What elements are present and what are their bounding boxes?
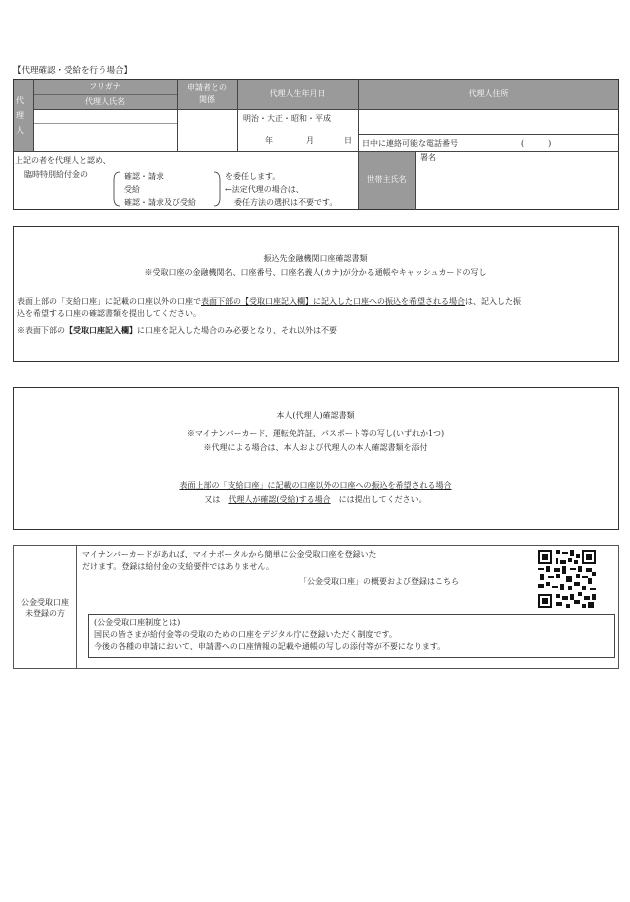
identity-line4-pre: 又は — [204, 495, 229, 504]
side-label-1: 代 — [16, 96, 24, 105]
bank-para-pre: 表面上部の「支給口座」に記載の口座以外の口座で — [17, 297, 201, 306]
era-options: 明治・大正・昭和・平成 — [243, 114, 331, 123]
system-title: (公金受取口座制度とは) — [94, 618, 181, 627]
year-unit: 年 — [265, 136, 273, 145]
identity-box-line3: 表面上部の「支給口座」に記載の口座以外の口座への振込を希望される場合 — [179, 481, 452, 490]
bank-note-pre: ※表面下部の — [17, 326, 65, 335]
bank-documents-box — [13, 226, 619, 362]
side-label-2: 理 — [16, 111, 24, 120]
phone-paren: ( ) — [521, 139, 552, 148]
system-line1: 国民の皆さまが給付金等の受取のための口座をデジタル庁に登録いただく制度です。 — [94, 630, 397, 639]
relation-label-1: 申請者との — [187, 83, 227, 92]
bank-box-paragraph — [17, 297, 521, 307]
bank-box-line1: ※受取口座の金融機関名、口座番号、口座名義人(カナ)が分かる通帳やキャッシュカードの写し — [144, 268, 487, 277]
delegation-option-confirm: 確認・請求 — [124, 172, 164, 181]
delegation-result-1: を委任します。 — [225, 172, 281, 181]
public-account-label-2: 未登録の方 — [25, 609, 65, 618]
phone-label: 日中に連絡可能な電話番号 — [362, 139, 458, 148]
delegation-result-3: 委任方法の選択は不要です。 — [234, 198, 338, 207]
qr-code-icon[interactable] — [538, 550, 596, 608]
bank-box-title: 振込先金融機関口座確認書類 — [263, 254, 368, 263]
furigana-label: フリガナ — [89, 82, 121, 91]
identity-documents-box — [13, 387, 619, 530]
identity-box-line1: ※マイナンバーカード、運転免許証、パスポート等の写し(いずれか1つ) — [186, 429, 445, 438]
bank-para-post: は、記入した振 — [465, 297, 521, 306]
system-line2: 今後の各種の申請において、申請書への口座情報の記載や通帳の写しの添付等が不要になります。 — [94, 642, 446, 651]
delegation-line1: 上記の者を代理人と認め、 — [15, 156, 111, 165]
public-account-link[interactable]: 「公金受取口座」の概要および登録はこちら — [299, 577, 459, 586]
identity-box-line2: ※代理による場合は、本人および代理人の本人確認書類を添付 — [203, 443, 428, 452]
public-account-system-box — [88, 614, 615, 658]
proxy-name-label: 代理人氏名 — [85, 97, 125, 106]
bank-para-underlined: 表面下部の【受取口座記入欄】に記入した口座への振込を希望される場合 — [201, 297, 465, 306]
delegation-result-2: ←法定代理の場合は、 — [225, 185, 304, 194]
public-account-text-2: だけます。登録は給付金の支給要件ではありません。 — [82, 562, 274, 571]
public-account-text-1: マイナンバーカードがあれば、マイナポータルから簡単に公金受取口座を登録いた — [82, 550, 377, 559]
month-unit: 月 — [306, 136, 314, 145]
public-account-label-1: 公金受取口座 — [21, 598, 69, 607]
address-label: 代理人住所 — [468, 89, 509, 98]
identity-line4-post: には提出してください。 — [330, 495, 427, 504]
bank-box-paragraph-line2: 込を希望する口座の確認書類を提出してください。 — [17, 309, 201, 318]
delegation-option-receive: 受給 — [124, 185, 140, 194]
birthdate-label: 代理人生年月日 — [269, 89, 326, 98]
bank-box-note — [17, 325, 337, 336]
household-label: 世帯主氏名 — [366, 175, 407, 184]
side-label-3: 人 — [16, 126, 24, 135]
identity-box-title: 本人(代理人)確認書類 — [276, 411, 355, 420]
public-account-section — [13, 545, 619, 669]
signature-label: 署名 — [420, 153, 436, 162]
relation-label-2: 関係 — [199, 95, 215, 104]
delegation-subject: 臨時特別給付金の — [24, 170, 88, 179]
bank-note-post: に口座を記入した場合のみ必要となり、それ以外は不要 — [137, 326, 337, 335]
day-unit: 日 — [344, 136, 352, 145]
bank-note-bold: 【受取口座記入欄】 — [65, 325, 137, 335]
identity-box-line4 — [14, 495, 617, 505]
proxy-section-heading: 【代理確認・受給を行う場合】 — [13, 66, 133, 76]
identity-line4-underlined: 代理人が確認(受給)する場合 — [228, 495, 331, 504]
delegation-option-both: 確認・請求及び受給 — [124, 198, 196, 207]
